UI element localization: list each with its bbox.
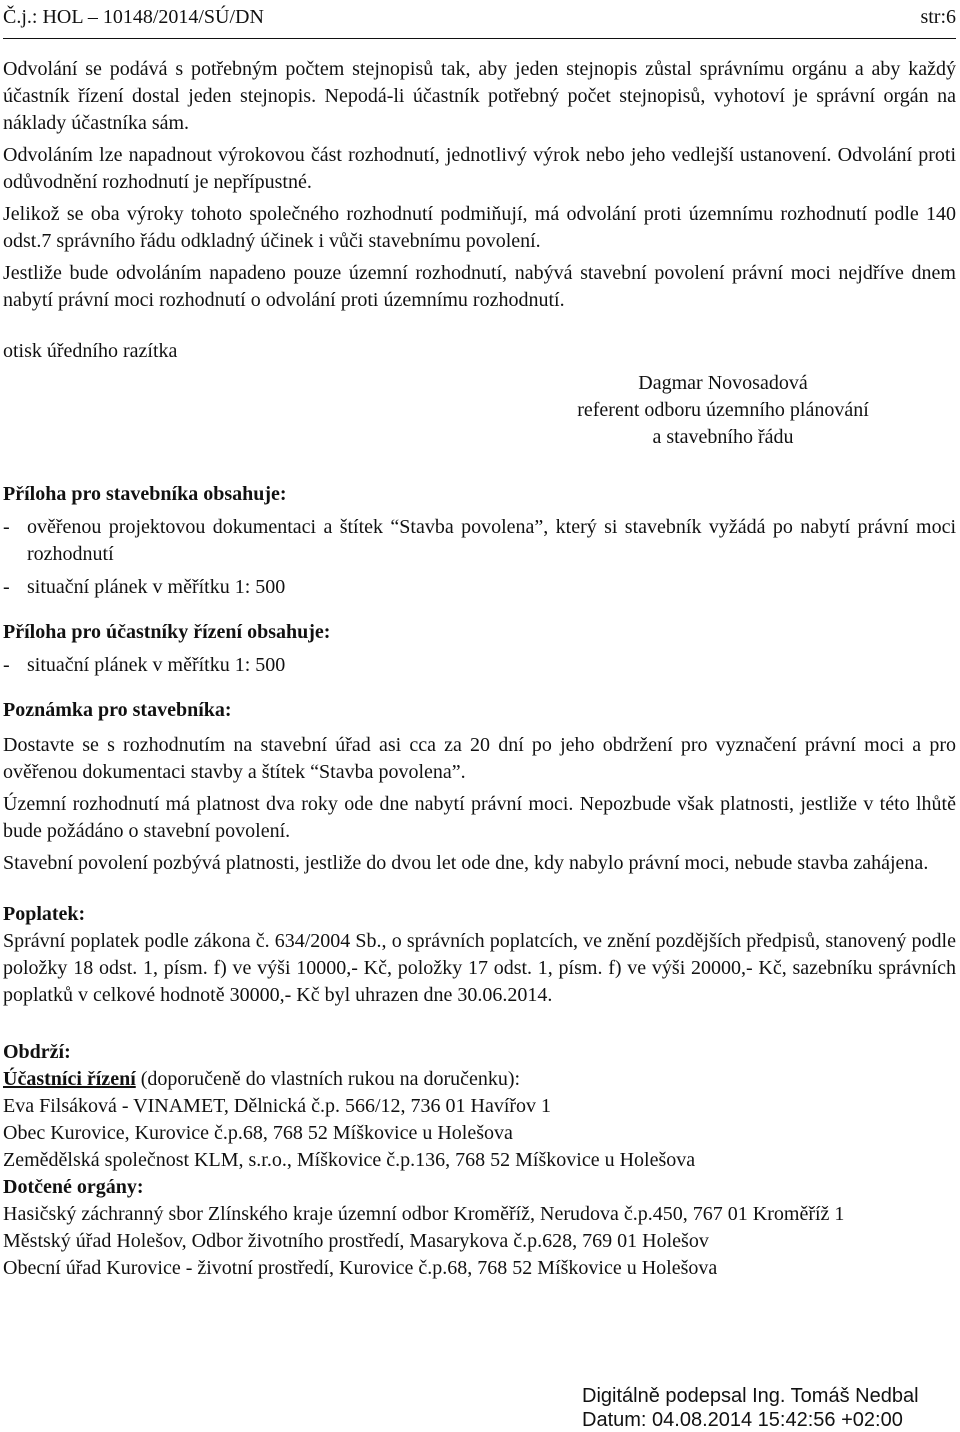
page-header — [3, 0, 956, 34]
note-paragraph-1: Dostavte se s rozhodnutím na stavební úřad asi cca za 20 dní po jeho obdržení pro vyznačení právní moci a pro ověřenou dokumentaci stavby a štítek “Stavba povolena”. — [3, 734, 956, 783]
fee-heading: Poplatek: — [3, 903, 86, 925]
annex-builder-item: - ověřenou projektovou dokumentaci a štítek “Stavba povolena”, který si stavebník vyžádá po nabytí právní moci rozhodnutí — [3, 516, 956, 565]
note-paragraph-3: Stavební povolení pozbývá platnosti, jestliže do dvou let ode dne, kdy nabylo právní moci, nebude stavba zahájena. — [3, 852, 929, 874]
digital-signature-date: Datum: 04.08.2014 15:42:56 +02:00 — [582, 1409, 903, 1431]
participant-item: Obec Kurovice, Kurovice č.p.68, 768 52 Míškovice u Holešova — [3, 1122, 513, 1144]
signatory-role: referent odboru územního plánování — [577, 399, 869, 421]
header-divider — [3, 38, 956, 39]
authority-item: Obecní úřad Kurovice - životní prostředí, Kurovice č.p.68, 768 52 Míškovice u Holešova — [3, 1257, 718, 1279]
participants-line — [3, 1066, 956, 1093]
signatory-block — [513, 370, 933, 451]
participants-label: Účastníci řízení — [3, 1068, 136, 1090]
stamp-label: otisk úředního razítka — [3, 340, 178, 362]
participant-item: Zemědělská společnost KLM, s.r.o., Míškovice č.p.136, 768 52 Míškovice u Holešova — [3, 1149, 696, 1171]
signatory-department: a stavebního řádu — [652, 426, 794, 448]
annex-builder-heading: Příloha pro stavebníka obsahuje: — [3, 483, 287, 505]
appeal-paragraph-4: Jestliže bude odvoláním napadeno pouze územní rozhodnutí, nabývá stavební povolení právní moci nejdříve dnem nabytí právní moci rozhodnutí o odvolání proti územnímu rozhodnutí. — [3, 262, 956, 311]
appeal-paragraph-1: Odvolání se podává s potřebným počtem stejnopisů tak, aby jeden stejnopis zůstal správnímu orgánu a aby každý účastník řízení dostal jeden stejnopis. Nepodá-li účastník potřebný počet stejnopisů, vyhotoví je správní orgán na náklady účastníka sám. — [3, 58, 956, 134]
page-number: str:6 — [920, 6, 956, 28]
digital-signature-signer: Digitálně podepsal Ing. Tomáš Nedbal — [582, 1385, 919, 1407]
authority-item: Městský úřad Holešov, Odbor životního prostředí, Masarykova č.p.628, 769 01 Holešov — [3, 1230, 709, 1252]
appeal-paragraph-2: Odvoláním lze napadnout výrokovou část rozhodnutí, jednotlivý výrok nebo jeho vedlejší ustanovení. Odvolání proti odůvodnění rozhodnutí je nepřípustné. — [3, 144, 956, 193]
authorities-heading: Dotčené orgány: — [3, 1176, 144, 1198]
signatory-name: Dagmar Novosadová — [638, 372, 808, 394]
note-heading: Poznámka pro stavebníka: — [3, 699, 232, 721]
appeal-paragraph-3: Jelikož se oba výroky tohoto společného rozhodnutí podmiňují, má odvolání proti územnímu rozhodnutí podle 140 odst.7 správního řádu odkladný účinek i vůči stavebnímu povolení. — [3, 203, 956, 252]
document-page — [3, 0, 956, 1279]
reference-number: Č.j.: HOL – 10148/2014/SÚ/DN — [3, 6, 264, 28]
document-body — [3, 56, 956, 1282]
recipients-heading: Obdrží: — [3, 1041, 71, 1063]
authority-item: Hasičský záchranný sbor Zlínského kraje územní odbor Kroměříž, Nerudova č.p.450, 767 01 Kroměříž 1 — [3, 1203, 845, 1225]
participants-note: (doporučeně do vlastních rukou na doručenku): — [135, 1068, 521, 1090]
annex-builder-item: - situační plánek v měřítku 1: 500 — [3, 576, 286, 598]
fee-text: Správní poplatek podle zákona č. 634/2004 Sb., o správních poplatcích, ve znění pozdějších předpisů, stanovený podle položky 18 odst. 1, písm. f) ve výši 10000,- Kč, položky 17 odst. 1, písm. f) ve výši 20000,- Kč, sazebníku správních poplatků v celkové hodnotě 30000,- Kč byl uhrazen dne 30.06.2014. — [3, 930, 956, 1006]
note-paragraph-2: Územní rozhodnutí má platnost dva roky ode dne nabytí právní moci. Nepozbude však platnosti, jestliže v této lhůtě bude požádáno o stavební povolení. — [3, 793, 956, 842]
annex-participants-heading: Příloha pro účastníky řízení obsahuje: — [3, 621, 331, 643]
annex-participants-item: - situační plánek v měřítku 1: 500 — [3, 654, 286, 676]
participant-item: Eva Filsáková - VINAMET, Dělnická č.p. 566/12, 736 01 Havířov 1 — [3, 1095, 552, 1117]
digital-signature — [582, 1384, 919, 1432]
